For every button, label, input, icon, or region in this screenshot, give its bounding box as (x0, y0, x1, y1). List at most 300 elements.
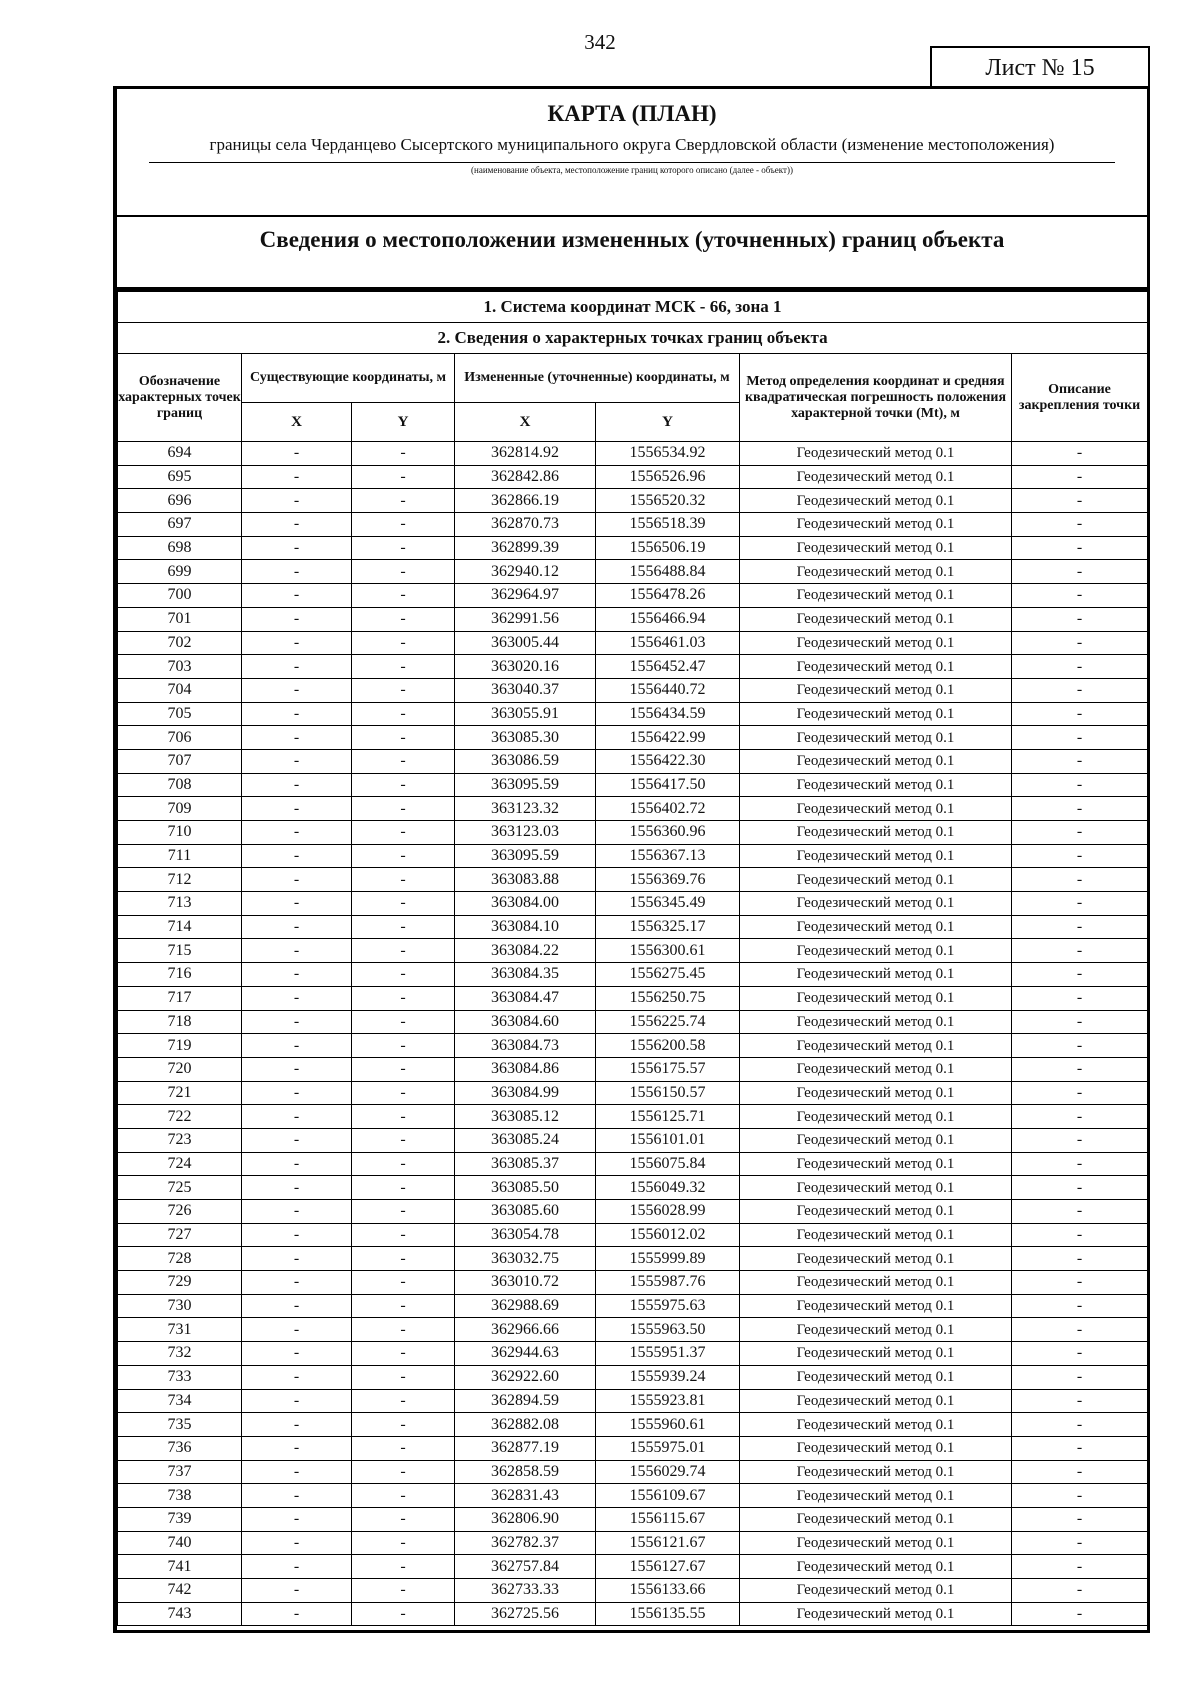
cell-existing-y: - (352, 678, 455, 702)
cell-method: Геодезический метод 0.1 (740, 442, 1012, 466)
cell-description: - (1012, 1081, 1148, 1105)
cell-existing-y: - (352, 489, 455, 513)
cell-changed-x: 363084.60 (455, 1010, 596, 1034)
cell-changed-y: 1556029.74 (596, 1460, 740, 1484)
cell-point: 705 (118, 702, 242, 726)
cell-description: - (1012, 726, 1148, 750)
cell-changed-x: 363084.35 (455, 963, 596, 987)
cell-point: 734 (118, 1389, 242, 1413)
cell-changed-y: 1555999.89 (596, 1247, 740, 1271)
table-row (118, 1602, 1148, 1626)
cell-existing-y: - (352, 1247, 455, 1271)
cell-method: Геодезический метод 0.1 (740, 1034, 1012, 1058)
cell-point: 713 (118, 892, 242, 916)
cell-existing-y: - (352, 1460, 455, 1484)
cell-existing-x: - (242, 821, 352, 845)
cell-changed-x: 363010.72 (455, 1271, 596, 1295)
cell-description: - (1012, 536, 1148, 560)
cell-description: - (1012, 1389, 1148, 1413)
cell-existing-x: - (242, 607, 352, 631)
table-row (118, 1247, 1148, 1271)
cell-description: - (1012, 797, 1148, 821)
table-row (118, 1176, 1148, 1200)
table-row (118, 749, 1148, 773)
cell-existing-x: - (242, 868, 352, 892)
cell-existing-x: - (242, 1531, 352, 1555)
table-row (118, 1531, 1148, 1555)
cell-method: Геодезический метод 0.1 (740, 1247, 1012, 1271)
table-row (118, 1555, 1148, 1579)
cell-point: 707 (118, 749, 242, 773)
cell-changed-y: 1556101.01 (596, 1128, 740, 1152)
cell-existing-x: - (242, 1010, 352, 1034)
cell-description: - (1012, 939, 1148, 963)
cell-changed-y: 1556360.96 (596, 821, 740, 845)
table-row (118, 1010, 1148, 1034)
cell-method: Геодезический метод 0.1 (740, 1081, 1012, 1105)
cell-changed-y: 1555987.76 (596, 1271, 740, 1295)
cell-existing-x: - (242, 1152, 352, 1176)
cell-description: - (1012, 1365, 1148, 1389)
cell-existing-y: - (352, 1294, 455, 1318)
cell-method: Геодезический метод 0.1 (740, 797, 1012, 821)
cell-existing-y: - (352, 1602, 455, 1626)
cell-changed-y: 1556250.75 (596, 986, 740, 1010)
cell-point: 719 (118, 1034, 242, 1058)
cell-existing-y: - (352, 1365, 455, 1389)
cell-point: 732 (118, 1342, 242, 1366)
cell-existing-y: - (352, 1057, 455, 1081)
table-row (118, 607, 1148, 631)
cell-method: Геодезический метод 0.1 (740, 1413, 1012, 1437)
cell-changed-x: 363123.03 (455, 821, 596, 845)
cell-description: - (1012, 844, 1148, 868)
cell-changed-y: 1556133.66 (596, 1579, 740, 1603)
cell-method: Геодезический метод 0.1 (740, 1318, 1012, 1342)
cell-changed-x: 363085.30 (455, 726, 596, 750)
cell-point: 711 (118, 844, 242, 868)
points-info-banner: 2. Сведения о характерных точках границ объекта (118, 323, 1148, 354)
cell-point: 727 (118, 1223, 242, 1247)
cell-existing-x: - (242, 1176, 352, 1200)
cell-point: 743 (118, 1602, 242, 1626)
cell-method: Геодезический метод 0.1 (740, 678, 1012, 702)
cell-existing-y: - (352, 963, 455, 987)
cell-changed-y: 1556422.30 (596, 749, 740, 773)
table-row (118, 892, 1148, 916)
cell-existing-y: - (352, 1318, 455, 1342)
cell-existing-y: - (352, 1507, 455, 1531)
cell-point: 738 (118, 1484, 242, 1508)
cell-existing-y: - (352, 726, 455, 750)
cell-changed-x: 362782.37 (455, 1531, 596, 1555)
cell-changed-x: 362842.86 (455, 465, 596, 489)
cell-point: 698 (118, 536, 242, 560)
cell-description: - (1012, 1342, 1148, 1366)
cell-existing-y: - (352, 465, 455, 489)
cell-changed-x: 362870.73 (455, 513, 596, 537)
cell-changed-y: 1556125.71 (596, 1105, 740, 1129)
cell-existing-x: - (242, 1413, 352, 1437)
cell-method: Геодезический метод 0.1 (740, 1057, 1012, 1081)
cell-method: Геодезический метод 0.1 (740, 821, 1012, 845)
cell-existing-x: - (242, 749, 352, 773)
document-frame (113, 86, 1150, 1633)
table-row (118, 1342, 1148, 1366)
cell-method: Геодезический метод 0.1 (740, 584, 1012, 608)
cell-existing-y: - (352, 1010, 455, 1034)
cell-description: - (1012, 1176, 1148, 1200)
cell-method: Геодезический метод 0.1 (740, 1460, 1012, 1484)
cell-changed-y: 1556367.13 (596, 844, 740, 868)
cell-point: 736 (118, 1436, 242, 1460)
cell-existing-x: - (242, 963, 352, 987)
table-row (118, 1057, 1148, 1081)
cell-method: Геодезический метод 0.1 (740, 1152, 1012, 1176)
cell-method: Геодезический метод 0.1 (740, 513, 1012, 537)
cell-point: 739 (118, 1507, 242, 1531)
cell-existing-x: - (242, 1389, 352, 1413)
cell-point: 740 (118, 1531, 242, 1555)
cell-changed-y: 1556175.57 (596, 1057, 740, 1081)
cell-method: Геодезический метод 0.1 (740, 844, 1012, 868)
cell-changed-x: 363084.00 (455, 892, 596, 916)
cell-description: - (1012, 1460, 1148, 1484)
cell-method: Геодезический метод 0.1 (740, 607, 1012, 631)
cell-changed-y: 1556225.74 (596, 1010, 740, 1034)
table-row (118, 1200, 1148, 1224)
cell-changed-x: 363032.75 (455, 1247, 596, 1271)
cell-existing-y: - (352, 1271, 455, 1295)
cell-changed-y: 1556402.72 (596, 797, 740, 821)
cell-description: - (1012, 655, 1148, 679)
cell-changed-x: 363055.91 (455, 702, 596, 726)
cell-point: 735 (118, 1413, 242, 1437)
table-row (118, 1105, 1148, 1129)
cell-description: - (1012, 1579, 1148, 1603)
cell-method: Геодезический метод 0.1 (740, 939, 1012, 963)
cell-existing-x: - (242, 1436, 352, 1460)
cell-description: - (1012, 1318, 1148, 1342)
cell-method: Геодезический метод 0.1 (740, 1105, 1012, 1129)
cell-existing-x: - (242, 1318, 352, 1342)
cell-existing-x: - (242, 1365, 352, 1389)
cell-changed-x: 363085.60 (455, 1200, 596, 1224)
cell-method: Геодезический метод 0.1 (740, 1010, 1012, 1034)
cell-changed-x: 362940.12 (455, 560, 596, 584)
table-row (118, 773, 1148, 797)
cell-changed-y: 1556478.26 (596, 584, 740, 608)
cell-description: - (1012, 631, 1148, 655)
cell-method: Геодезический метод 0.1 (740, 489, 1012, 513)
cell-existing-x: - (242, 939, 352, 963)
cell-existing-x: - (242, 1247, 352, 1271)
cell-changed-y: 1555975.63 (596, 1294, 740, 1318)
cell-changed-x: 362894.59 (455, 1389, 596, 1413)
cell-existing-y: - (352, 939, 455, 963)
cell-existing-y: - (352, 1105, 455, 1129)
cell-changed-x: 362831.43 (455, 1484, 596, 1508)
cell-method: Геодезический метод 0.1 (740, 1342, 1012, 1366)
table-row (118, 702, 1148, 726)
cell-method: Геодезический метод 0.1 (740, 1294, 1012, 1318)
cell-changed-x: 363085.37 (455, 1152, 596, 1176)
cell-existing-x: - (242, 560, 352, 584)
cell-existing-y: - (352, 1555, 455, 1579)
cell-existing-x: - (242, 1081, 352, 1105)
cell-method: Геодезический метод 0.1 (740, 631, 1012, 655)
cell-point: 733 (118, 1365, 242, 1389)
cell-changed-y: 1556520.32 (596, 489, 740, 513)
cell-changed-x: 362733.33 (455, 1579, 596, 1603)
table-row (118, 1436, 1148, 1460)
cell-method: Геодезический метод 0.1 (740, 1176, 1012, 1200)
table-row (118, 560, 1148, 584)
cell-description: - (1012, 821, 1148, 845)
cell-changed-x: 363084.86 (455, 1057, 596, 1081)
table-row (118, 1460, 1148, 1484)
cell-existing-y: - (352, 536, 455, 560)
cell-existing-x: - (242, 915, 352, 939)
cell-existing-y: - (352, 1176, 455, 1200)
header-existing-coordinates: Существующие координаты, м (242, 354, 455, 403)
cell-existing-x: - (242, 442, 352, 466)
table-row (118, 1318, 1148, 1342)
table-row (118, 939, 1148, 963)
table-row (118, 868, 1148, 892)
cell-existing-y: - (352, 1342, 455, 1366)
cell-description: - (1012, 1152, 1148, 1176)
cell-changed-x: 362725.56 (455, 1602, 596, 1626)
cell-point: 706 (118, 726, 242, 750)
cell-existing-y: - (352, 773, 455, 797)
sheet-label: Лист № 15 (930, 46, 1150, 88)
cell-changed-y: 1556345.49 (596, 892, 740, 916)
table-row (118, 678, 1148, 702)
cell-existing-x: - (242, 1271, 352, 1295)
cell-existing-y: - (352, 844, 455, 868)
cell-changed-x: 362899.39 (455, 536, 596, 560)
cell-existing-x: - (242, 986, 352, 1010)
cell-existing-x: - (242, 1294, 352, 1318)
cell-point: 729 (118, 1271, 242, 1295)
cell-changed-y: 1555923.81 (596, 1389, 740, 1413)
cell-changed-x: 363095.59 (455, 773, 596, 797)
cell-method: Геодезический метод 0.1 (740, 1602, 1012, 1626)
cell-point: 701 (118, 607, 242, 631)
cell-description: - (1012, 584, 1148, 608)
cell-description: - (1012, 702, 1148, 726)
cell-changed-x: 363123.32 (455, 797, 596, 821)
table-row (118, 536, 1148, 560)
table-row (118, 797, 1148, 821)
cell-description: - (1012, 1294, 1148, 1318)
cell-existing-x: - (242, 584, 352, 608)
table-row (118, 915, 1148, 939)
cell-changed-y: 1556534.92 (596, 442, 740, 466)
header-existing-y: Y (352, 403, 455, 442)
cell-existing-x: - (242, 702, 352, 726)
cell-method: Геодезический метод 0.1 (740, 1484, 1012, 1508)
cell-existing-x: - (242, 489, 352, 513)
cell-changed-y: 1556300.61 (596, 939, 740, 963)
cell-changed-x: 363054.78 (455, 1223, 596, 1247)
cell-method: Геодезический метод 0.1 (740, 963, 1012, 987)
header-point-designation: Обозначение характерных точек границ (118, 354, 242, 442)
cell-existing-y: - (352, 797, 455, 821)
cell-point: 696 (118, 489, 242, 513)
cell-method: Геодезический метод 0.1 (740, 773, 1012, 797)
cell-point: 702 (118, 631, 242, 655)
header-changed-x: X (455, 403, 596, 442)
cell-description: - (1012, 1602, 1148, 1626)
cell-existing-x: - (242, 773, 352, 797)
cell-point: 712 (118, 868, 242, 892)
cell-description: - (1012, 560, 1148, 584)
cell-changed-y: 1556466.94 (596, 607, 740, 631)
cell-changed-x: 362964.97 (455, 584, 596, 608)
cell-description: - (1012, 773, 1148, 797)
cell-changed-y: 1556121.67 (596, 1531, 740, 1555)
document-title: КАРТА (ПЛАН) (547, 101, 717, 126)
cell-method: Геодезический метод 0.1 (740, 465, 1012, 489)
cell-changed-y: 1556109.67 (596, 1484, 740, 1508)
cell-changed-y: 1556028.99 (596, 1200, 740, 1224)
cell-existing-y: - (352, 1034, 455, 1058)
header-changed-y: Y (596, 403, 740, 442)
cell-changed-y: 1556526.96 (596, 465, 740, 489)
table-row (118, 986, 1148, 1010)
cell-existing-y: - (352, 442, 455, 466)
cell-point: 718 (118, 1010, 242, 1034)
cell-method: Геодезический метод 0.1 (740, 536, 1012, 560)
object-name: границы села Черданцево Сысертского муниципального округа Свердловской области (изменение местоположения) (209, 135, 1055, 154)
table-row (118, 1579, 1148, 1603)
cell-method: Геодезический метод 0.1 (740, 749, 1012, 773)
cell-existing-y: - (352, 1389, 455, 1413)
cell-description: - (1012, 749, 1148, 773)
cell-description: - (1012, 607, 1148, 631)
cell-point: 726 (118, 1200, 242, 1224)
table-row (118, 1389, 1148, 1413)
cell-method: Геодезический метод 0.1 (740, 1200, 1012, 1224)
table-row (118, 1223, 1148, 1247)
cell-description: - (1012, 1223, 1148, 1247)
underline-divider (149, 162, 1115, 163)
cell-changed-y: 1556461.03 (596, 631, 740, 655)
cell-changed-y: 1556506.19 (596, 536, 740, 560)
cell-point: 699 (118, 560, 242, 584)
cell-method: Геодезический метод 0.1 (740, 702, 1012, 726)
cell-description: - (1012, 963, 1148, 987)
cell-description: - (1012, 442, 1148, 466)
table-row (118, 1081, 1148, 1105)
table-row (118, 1484, 1148, 1508)
cell-description: - (1012, 892, 1148, 916)
cell-description: - (1012, 1271, 1148, 1295)
cell-changed-x: 362757.84 (455, 1555, 596, 1579)
map-header (117, 89, 1147, 217)
cell-changed-x: 363040.37 (455, 678, 596, 702)
table-row (118, 1034, 1148, 1058)
cell-method: Геодезический метод 0.1 (740, 1389, 1012, 1413)
cell-existing-x: - (242, 1484, 352, 1508)
cell-changed-x: 363084.47 (455, 986, 596, 1010)
cell-method: Геодезический метод 0.1 (740, 726, 1012, 750)
cell-changed-x: 362922.60 (455, 1365, 596, 1389)
cell-changed-y: 1556275.45 (596, 963, 740, 987)
cell-changed-y: 1556325.17 (596, 915, 740, 939)
object-name-caption: (наименование объекта, местоположение границ которого описано (далее - объект)) (471, 165, 793, 175)
cell-existing-y: - (352, 655, 455, 679)
cell-point: 697 (118, 513, 242, 537)
cell-existing-y: - (352, 702, 455, 726)
cell-changed-x: 363095.59 (455, 844, 596, 868)
cell-description: - (1012, 986, 1148, 1010)
cell-changed-y: 1555939.24 (596, 1365, 740, 1389)
cell-existing-x: - (242, 1034, 352, 1058)
cell-method: Геодезический метод 0.1 (740, 986, 1012, 1010)
cell-existing-x: - (242, 655, 352, 679)
cell-changed-y: 1555975.01 (596, 1436, 740, 1460)
cell-changed-x: 363085.24 (455, 1128, 596, 1152)
cell-point: 723 (118, 1128, 242, 1152)
cell-existing-x: - (242, 1460, 352, 1484)
table-row (118, 1128, 1148, 1152)
cell-changed-x: 362966.66 (455, 1318, 596, 1342)
table-row (118, 821, 1148, 845)
cell-point: 721 (118, 1081, 242, 1105)
header-description: Описание закрепления точки (1012, 354, 1148, 442)
table-row (118, 631, 1148, 655)
cell-description: - (1012, 1010, 1148, 1034)
cell-changed-x: 363084.73 (455, 1034, 596, 1058)
cell-changed-x: 363084.10 (455, 915, 596, 939)
cell-existing-y: - (352, 1484, 455, 1508)
cell-description: - (1012, 1057, 1148, 1081)
cell-existing-x: - (242, 1057, 352, 1081)
cell-point: 703 (118, 655, 242, 679)
cell-existing-y: - (352, 1436, 455, 1460)
cell-point: 694 (118, 442, 242, 466)
cell-changed-y: 1556115.67 (596, 1507, 740, 1531)
cell-point: 708 (118, 773, 242, 797)
cell-changed-x: 362882.08 (455, 1413, 596, 1437)
cell-changed-x: 363083.88 (455, 868, 596, 892)
cell-point: 704 (118, 678, 242, 702)
cell-description: - (1012, 1507, 1148, 1531)
table-row (118, 726, 1148, 750)
cell-method: Геодезический метод 0.1 (740, 560, 1012, 584)
cell-existing-x: - (242, 1507, 352, 1531)
table-row (118, 465, 1148, 489)
cell-changed-y: 1556150.57 (596, 1081, 740, 1105)
cell-existing-x: - (242, 678, 352, 702)
cell-changed-x: 363084.99 (455, 1081, 596, 1105)
cell-method: Геодезический метод 0.1 (740, 1531, 1012, 1555)
cell-point: 741 (118, 1555, 242, 1579)
cell-existing-y: - (352, 1128, 455, 1152)
cell-description: - (1012, 1555, 1148, 1579)
table-row (118, 1294, 1148, 1318)
cell-description: - (1012, 915, 1148, 939)
cell-existing-y: - (352, 915, 455, 939)
cell-description: - (1012, 1531, 1148, 1555)
cell-method: Геодезический метод 0.1 (740, 1507, 1012, 1531)
header-changed-coordinates: Измененные (уточненные) координаты, м (455, 354, 740, 403)
cell-point: 737 (118, 1460, 242, 1484)
cell-method: Геодезический метод 0.1 (740, 1365, 1012, 1389)
